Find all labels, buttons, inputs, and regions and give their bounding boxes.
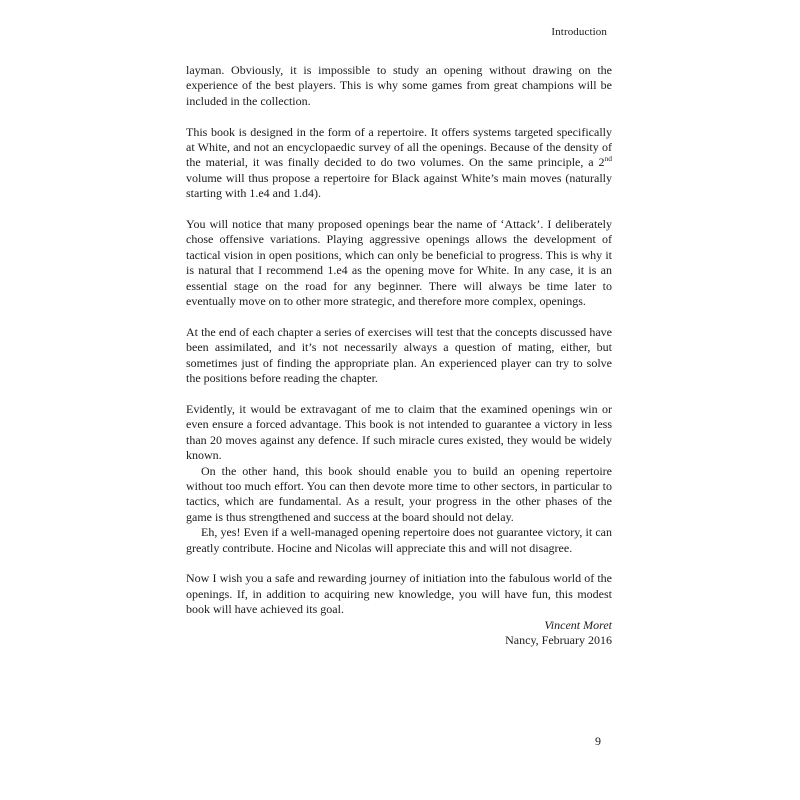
body-text (186, 63, 612, 648)
paragraph-2 (186, 125, 612, 202)
paragraph-2-part-1: This book is designed in the form of a repertoire. It offers systems targeted specifically at White, and not an encyclopaedic survey of all the openings. Because of the density of the material, it was finally decided to do two volumes. On the same principle, a 2 (186, 124, 612, 170)
paragraph-2-part-2: volume will thus propose a repertoire for Black against White’s main moves (naturally starting with 1.e4 and 1.d4). (186, 170, 612, 201)
paragraph-1: layman. Obviously, it is impossible to study an opening without drawing on the experience of the best players. This is why some games from great champions will be included in the collection. (186, 63, 612, 108)
signature-place-date: Nancy, February 2016 (505, 632, 612, 647)
paragraph-8: Now I wish you a safe and rewarding journey of initiation into the fabulous world of the openings. If, in addition to acquiring new knowledge, you will have fun, this modest book will have achieved its goal. (186, 571, 612, 617)
running-head: Introduction (551, 26, 607, 38)
paragraph-6: On the other hand, this book should enable you to build an opening repertoire without too much effort. You can then devote more time to other sectors, in particular to tactics, which are fundamental. As a result, your progress in the other phases of the game is thus strengthened and success at the board should not delay. (186, 463, 612, 524)
paragraph-4: At the end of each chapter a series of exercises will test that the concepts discussed have been assimilated, and it’s not necessarily always a question of mating, either, but sometimes just of finding the appropriate plan. An experienced player can try to solve the positions before reading the chapter. (186, 324, 612, 386)
author-signature: Vincent Moret (544, 617, 612, 632)
paragraph-7: Eh, yes! Even if a well-managed opening repertoire does not guarantee victory, it can greatly contribute. Hocine and Nicolas will appreciate this and will not disagree. (186, 525, 612, 555)
paragraph-3: You will notice that many proposed openings bear the name of ‘Attack’. I deliberately chose offensive variations. Playing aggressive openings allows the development of tactical vision in open positions, which can only be beneficial to progress. This is why it is natural that I recommend 1.e4 as the opening move for White. In any case, it is an essential stage on the road for any beginner. There will always be time later to eventually move on to other more strategic, and therefore more complex, openings. (186, 217, 612, 309)
paragraph-5: Evidently, it would be extravagant of me to claim that the examined openings win or even ensure a forced advantage. This book is not intended to guarantee a victory in less than 20 moves against any defence. If such miracle cures existed, they would be widely known. (186, 401, 612, 463)
ordinal-superscript: nd (604, 154, 612, 164)
page-number: 9 (595, 734, 601, 748)
